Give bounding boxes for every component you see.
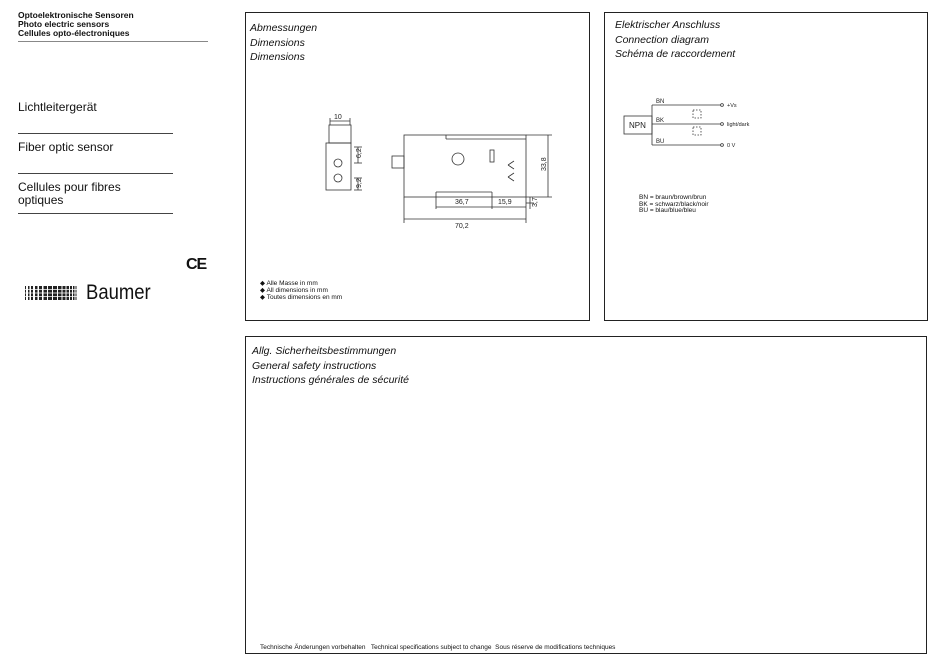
side-view-hole-upper — [334, 159, 342, 167]
dim-label-33-8: 33,8 — [541, 157, 548, 171]
category-fr: Cellules opto-électroniques — [18, 28, 130, 38]
wire-legend-bn: BN = braun/brown/brun — [639, 194, 707, 201]
header-divider — [18, 41, 208, 42]
dim-label-10: 10 — [334, 114, 342, 121]
divider — [18, 213, 173, 214]
dimension-notes — [260, 280, 342, 301]
terminal-label-light-dark: light/dark — [727, 122, 750, 128]
dimensions-panel — [245, 12, 590, 321]
note-text: Toutes dimensions en mm — [266, 294, 343, 301]
product-name-en: Fiber optic sensor — [18, 140, 114, 154]
safety-title-fr: Instructions générales de sécurité — [252, 374, 410, 386]
category-en: Photo electric sensors — [18, 19, 110, 29]
dim-label-9-2: 9,2 — [356, 178, 363, 188]
note-text: Alle Masse in mm — [266, 280, 318, 287]
dim-label-15-9: 15,9 — [498, 199, 512, 206]
dim-label-3-7: 3,7 — [532, 197, 539, 207]
dimensions-title-de: Abmessungen — [250, 22, 318, 34]
wire-legend-bu: BU = blau/blue/bleu — [639, 207, 696, 214]
connection-panel — [604, 12, 928, 321]
wire-label-bk: BK — [656, 118, 665, 124]
terminal-label-vs: +Vs — [727, 103, 737, 109]
product-name-fr — [18, 181, 121, 207]
safety-title-en: General safety instructions — [252, 359, 377, 372]
dimension-note-en: ◆ All dimensions in mm — [260, 287, 328, 294]
wire-label-bu: BU — [656, 139, 665, 145]
dim-label-36-7: 36,7 — [455, 199, 469, 206]
front-view-hole — [452, 153, 464, 165]
safety-title-de: Allg. Sicherheitsbestimmungen — [252, 345, 397, 357]
connection-diagram — [605, 13, 927, 320]
terminal-0v — [721, 144, 724, 147]
safety-titles — [252, 344, 409, 388]
category-de: Optoelektronische Sensoren — [18, 10, 134, 20]
terminal-label-0v: 0 V — [727, 143, 736, 149]
side-view-top — [329, 125, 351, 143]
connection-title-fr: Schéma de raccordement — [615, 48, 736, 60]
dimension-note-de: ◆ Alle Masse in mm — [260, 280, 318, 287]
wire-legend-bk: BK = schwarz/black/noir — [639, 200, 709, 208]
terminal-light-dark — [721, 123, 724, 126]
dimension-note-fr: ◆ Toutes dimensions en mm — [260, 294, 343, 301]
note-text: All dimensions in mm — [266, 287, 328, 294]
side-view-body — [326, 143, 351, 190]
terminal-vs — [721, 104, 724, 107]
safety-panel — [245, 336, 927, 654]
brand-name: Baumer — [86, 281, 151, 304]
connection-title-de: Elektrischer Anschluss — [615, 19, 721, 31]
dimension-drawing — [246, 13, 589, 320]
dim-label-70-2: 70,2 — [455, 223, 469, 230]
side-view-hole-lower — [334, 174, 342, 182]
category-header — [18, 11, 134, 38]
product-name-de: Lichtleitergerät — [18, 100, 97, 114]
load-upper — [693, 110, 701, 118]
product-name-fr-line1: Cellules pour fibres — [18, 180, 121, 194]
dimensions-title-fr: Dimensions — [250, 51, 305, 63]
footer-disclaimer: Technische Änderungen vorbehalten Technical specifications subject to change Sous réserve de modifications techniques — [260, 644, 616, 651]
wire-legend — [639, 195, 709, 215]
wire-label-bn: BN — [656, 99, 665, 105]
divider — [18, 173, 173, 174]
dim-label-6-2: 6,2 — [356, 148, 363, 158]
baumer-bars-logo-icon — [25, 284, 83, 302]
dimensions-title-en: Dimensions — [250, 36, 305, 49]
load-lower — [693, 127, 701, 135]
fiber-connector — [392, 156, 404, 168]
ce-mark: CE — [186, 256, 207, 273]
indicator-window — [490, 150, 494, 162]
front-view-body — [404, 135, 526, 197]
divider — [18, 133, 173, 134]
product-name-fr-line2: optiques — [18, 193, 64, 207]
npn-label: NPN — [629, 121, 646, 130]
connection-title-en: Connection diagram — [615, 33, 709, 46]
